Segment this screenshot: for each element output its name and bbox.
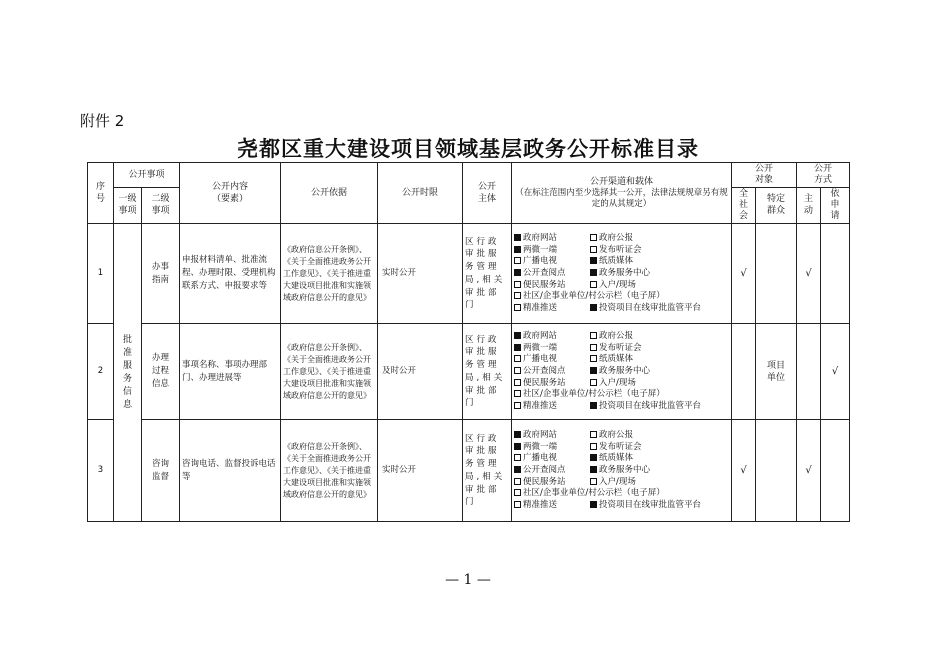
disclosure-channels	[512, 324, 732, 420]
header-audience-specific: 特定 群众	[756, 187, 797, 224]
channel-item	[590, 366, 729, 378]
method-request-mark	[821, 224, 850, 324]
header-level1: 一级 事项	[114, 187, 142, 224]
checked-box-icon	[590, 304, 597, 311]
channel-label: 政府公报	[599, 330, 634, 341]
disclosure-channels	[512, 224, 732, 324]
unchecked-box-icon	[514, 402, 521, 409]
checked-box-icon	[514, 332, 521, 339]
channel-label: 公开查阅点	[523, 267, 566, 278]
row-seq: 2	[88, 324, 114, 420]
checked-box-icon	[514, 269, 521, 276]
header-subject: 公开 主体	[463, 163, 512, 224]
channel-item	[514, 500, 590, 512]
channel-label: 政府公报	[599, 429, 634, 440]
channel-item	[590, 303, 729, 315]
channel-label: 投资项目在线审批监管平台	[599, 303, 702, 314]
disclosure-content: 申报材料清单、批准流程、办理时限、受理机构联系方式、申报要求等	[180, 224, 281, 324]
disclosure-basis: 《政府信息公开条例》、《关于全面推进政务公开工作意见》、《关于推进重大建设项目批准和实施领域政府信息公开的意见》	[281, 224, 378, 324]
unchecked-box-icon	[590, 332, 597, 339]
disclosure-time: 及时公开	[378, 324, 463, 420]
channel-item	[590, 430, 729, 442]
level2-item: 办理 过程 信息	[142, 324, 180, 420]
method-active-mark: √	[797, 224, 821, 324]
channel-item	[514, 378, 590, 390]
checked-box-icon	[514, 246, 521, 253]
channel-item	[514, 477, 590, 489]
checked-box-icon	[590, 454, 597, 461]
attachment-label: 附件 2	[80, 112, 125, 130]
header-channels-title: 公开渠道和载体	[590, 177, 654, 188]
header-audience-all: 全 社 会	[732, 187, 756, 224]
channel-item	[590, 500, 729, 512]
channel-label: 纸质媒体	[599, 453, 634, 464]
unchecked-box-icon	[514, 304, 521, 311]
unchecked-box-icon	[514, 355, 521, 362]
checked-box-icon	[590, 501, 597, 508]
unchecked-box-icon	[514, 454, 521, 461]
disclosure-catalog-table	[87, 162, 850, 522]
audience-specific-value: 项目 单位	[756, 324, 797, 420]
channel-item	[514, 366, 590, 378]
level2-item: 办事 指南	[142, 224, 180, 324]
channel-item	[590, 378, 729, 390]
channel-item	[514, 354, 590, 366]
unchecked-box-icon	[590, 234, 597, 241]
channel-label: 社区/企事业单位/村公示栏（电子屏）	[523, 291, 665, 302]
header-channels	[512, 163, 732, 224]
disclosure-content: 咨询电话、监督投诉电话等	[180, 420, 281, 522]
unchecked-box-icon	[514, 478, 521, 485]
channel-label: 广播电视	[523, 256, 558, 267]
level2-item: 咨询 监督	[142, 420, 180, 522]
channel-item	[590, 233, 729, 245]
channel-item	[590, 453, 729, 465]
checked-box-icon	[590, 367, 597, 374]
unchecked-box-icon	[514, 257, 521, 264]
channel-item	[514, 268, 590, 280]
page-title: 尧都区重大建设项目领域基层政务公开标准目录	[237, 137, 699, 161]
channel-item	[590, 331, 729, 343]
audience-all-mark: √	[732, 420, 756, 522]
channel-label: 便民服务站	[523, 279, 566, 290]
table-row	[88, 324, 850, 420]
unchecked-box-icon	[514, 390, 521, 397]
channel-label: 政务服务中心	[599, 267, 651, 278]
method-request-mark: √	[821, 324, 850, 420]
checked-box-icon	[514, 443, 521, 450]
audience-specific-value	[756, 420, 797, 522]
checked-box-icon	[514, 431, 521, 438]
header-method-request: 依 申 请	[821, 187, 850, 224]
channel-item	[514, 303, 590, 315]
channel-label: 便民服务站	[523, 377, 566, 388]
disclosure-basis: 《政府信息公开条例》、《关于全面推进政务公开工作意见》、《关于推进重大建设项目批准和实施领域政府信息公开的意见》	[281, 420, 378, 522]
channel-item	[590, 354, 729, 366]
header-content: 公开内容 （要素）	[180, 163, 281, 224]
disclosure-basis: 《政府信息公开条例》、《关于全面推进政务公开工作意见》、《关于推进重大建设项目批准和实施领域政府信息公开的意见》	[281, 324, 378, 420]
checked-box-icon	[590, 402, 597, 409]
header-method-active: 主 动	[797, 187, 821, 224]
unchecked-box-icon	[514, 281, 521, 288]
channel-label: 广播电视	[523, 354, 558, 365]
channel-label: 纸质媒体	[599, 354, 634, 365]
channel-item	[590, 245, 729, 257]
table-row	[88, 420, 850, 522]
channel-item	[514, 442, 590, 454]
channel-label: 投资项目在线审批监管平台	[599, 500, 702, 511]
channel-item	[590, 280, 729, 292]
channel-checklist	[514, 430, 729, 512]
header-level2: 二级 事项	[142, 187, 180, 224]
channel-item	[514, 389, 729, 401]
unchecked-box-icon	[590, 379, 597, 386]
channel-item	[590, 343, 729, 355]
channel-label: 发布听证会	[599, 244, 642, 255]
channel-item	[514, 256, 590, 268]
unchecked-box-icon	[590, 344, 597, 351]
row-seq: 1	[88, 224, 114, 324]
channel-label: 广播电视	[523, 453, 558, 464]
channel-item	[514, 233, 590, 245]
channel-label: 入户/现场	[599, 279, 636, 290]
channel-label: 社区/企事业单位/村公示栏（电子屏）	[523, 488, 665, 499]
channel-item	[514, 465, 590, 477]
disclosure-subject: 区行政审批服务管理局,相关审批部门	[463, 324, 512, 420]
table-row	[88, 224, 850, 324]
header-basis: 公开依据	[281, 163, 378, 224]
channel-label: 政府网站	[523, 232, 558, 243]
channel-item	[514, 245, 590, 257]
header-method-group: 公开 方式	[797, 163, 850, 188]
channel-checklist	[514, 233, 729, 315]
channel-label: 发布听证会	[599, 441, 642, 452]
checked-box-icon	[514, 466, 521, 473]
unchecked-box-icon	[590, 478, 597, 485]
unchecked-box-icon	[514, 501, 521, 508]
header-channels-note: （在标注范围内至少选择其一公开，法律法规规章另有规定的从其规定）	[515, 188, 728, 210]
channel-checklist	[514, 331, 729, 413]
channel-label: 政务服务中心	[599, 464, 651, 475]
method-request-mark	[821, 420, 850, 522]
channel-item	[514, 343, 590, 355]
unchecked-box-icon	[514, 489, 521, 496]
checked-box-icon	[590, 257, 597, 264]
channel-label: 政府网站	[523, 429, 558, 440]
channel-item	[514, 430, 590, 442]
unchecked-box-icon	[590, 431, 597, 438]
channel-label: 纸质媒体	[599, 256, 634, 267]
channel-label: 政府网站	[523, 330, 558, 341]
method-active-mark	[797, 324, 821, 420]
channel-label: 精准推送	[523, 500, 558, 511]
channel-label: 公开查阅点	[523, 365, 566, 376]
channel-label: 精准推送	[523, 401, 558, 412]
channel-item	[514, 280, 590, 292]
method-active-mark: √	[797, 420, 821, 522]
channel-label: 公开查阅点	[523, 464, 566, 475]
row-seq: 3	[88, 420, 114, 522]
channel-item	[590, 442, 729, 454]
channel-item	[590, 401, 729, 413]
channel-item	[514, 453, 590, 465]
unchecked-box-icon	[590, 246, 597, 253]
audience-specific-value	[756, 224, 797, 324]
channel-label: 精准推送	[523, 303, 558, 314]
channel-label: 发布听证会	[599, 342, 642, 353]
checked-box-icon	[514, 344, 521, 351]
header-audience-group: 公开 对象	[732, 163, 797, 188]
audience-all-mark: √	[732, 224, 756, 324]
channel-label: 入户/现场	[599, 377, 636, 388]
page-number: — 1 —	[445, 572, 491, 588]
channel-label: 入户/现场	[599, 476, 636, 487]
channel-item	[590, 256, 729, 268]
channel-label: 两微一端	[523, 244, 558, 255]
checked-box-icon	[590, 466, 597, 473]
checked-box-icon	[514, 234, 521, 241]
header-seq: 序 号	[88, 163, 114, 224]
header-items-group: 公开事项	[114, 163, 180, 188]
channel-label: 两微一端	[523, 441, 558, 452]
disclosure-time: 实时公开	[378, 224, 463, 324]
disclosure-time: 实时公开	[378, 420, 463, 522]
checked-box-icon	[590, 269, 597, 276]
channel-item	[590, 268, 729, 280]
unchecked-box-icon	[514, 292, 521, 299]
channel-item	[514, 401, 590, 413]
channel-item	[590, 477, 729, 489]
channel-label: 政务服务中心	[599, 365, 651, 376]
level1-item: 批 准 服 务 信 息	[114, 224, 142, 522]
unchecked-box-icon	[590, 355, 597, 362]
disclosure-channels	[512, 420, 732, 522]
disclosure-content: 事项名称、事项办理部门、办理进展等	[180, 324, 281, 420]
unchecked-box-icon	[514, 367, 521, 374]
channel-label: 投资项目在线审批监管平台	[599, 401, 702, 412]
header-time: 公开时限	[378, 163, 463, 224]
unchecked-box-icon	[590, 443, 597, 450]
channel-item	[514, 331, 590, 343]
channel-label: 两微一端	[523, 342, 558, 353]
channel-label: 政府公报	[599, 232, 634, 243]
unchecked-box-icon	[514, 379, 521, 386]
audience-all-mark	[732, 324, 756, 420]
disclosure-subject: 区行政审批服务管理局,相关审批部门	[463, 224, 512, 324]
disclosure-subject: 区行政审批服务管理局,相关审批部门	[463, 420, 512, 522]
channel-item	[590, 465, 729, 477]
channel-label: 社区/企事业单位/村公示栏（电子屏）	[523, 389, 665, 400]
unchecked-box-icon	[590, 281, 597, 288]
channel-label: 便民服务站	[523, 476, 566, 487]
channel-item	[514, 291, 729, 303]
channel-item	[514, 488, 729, 500]
